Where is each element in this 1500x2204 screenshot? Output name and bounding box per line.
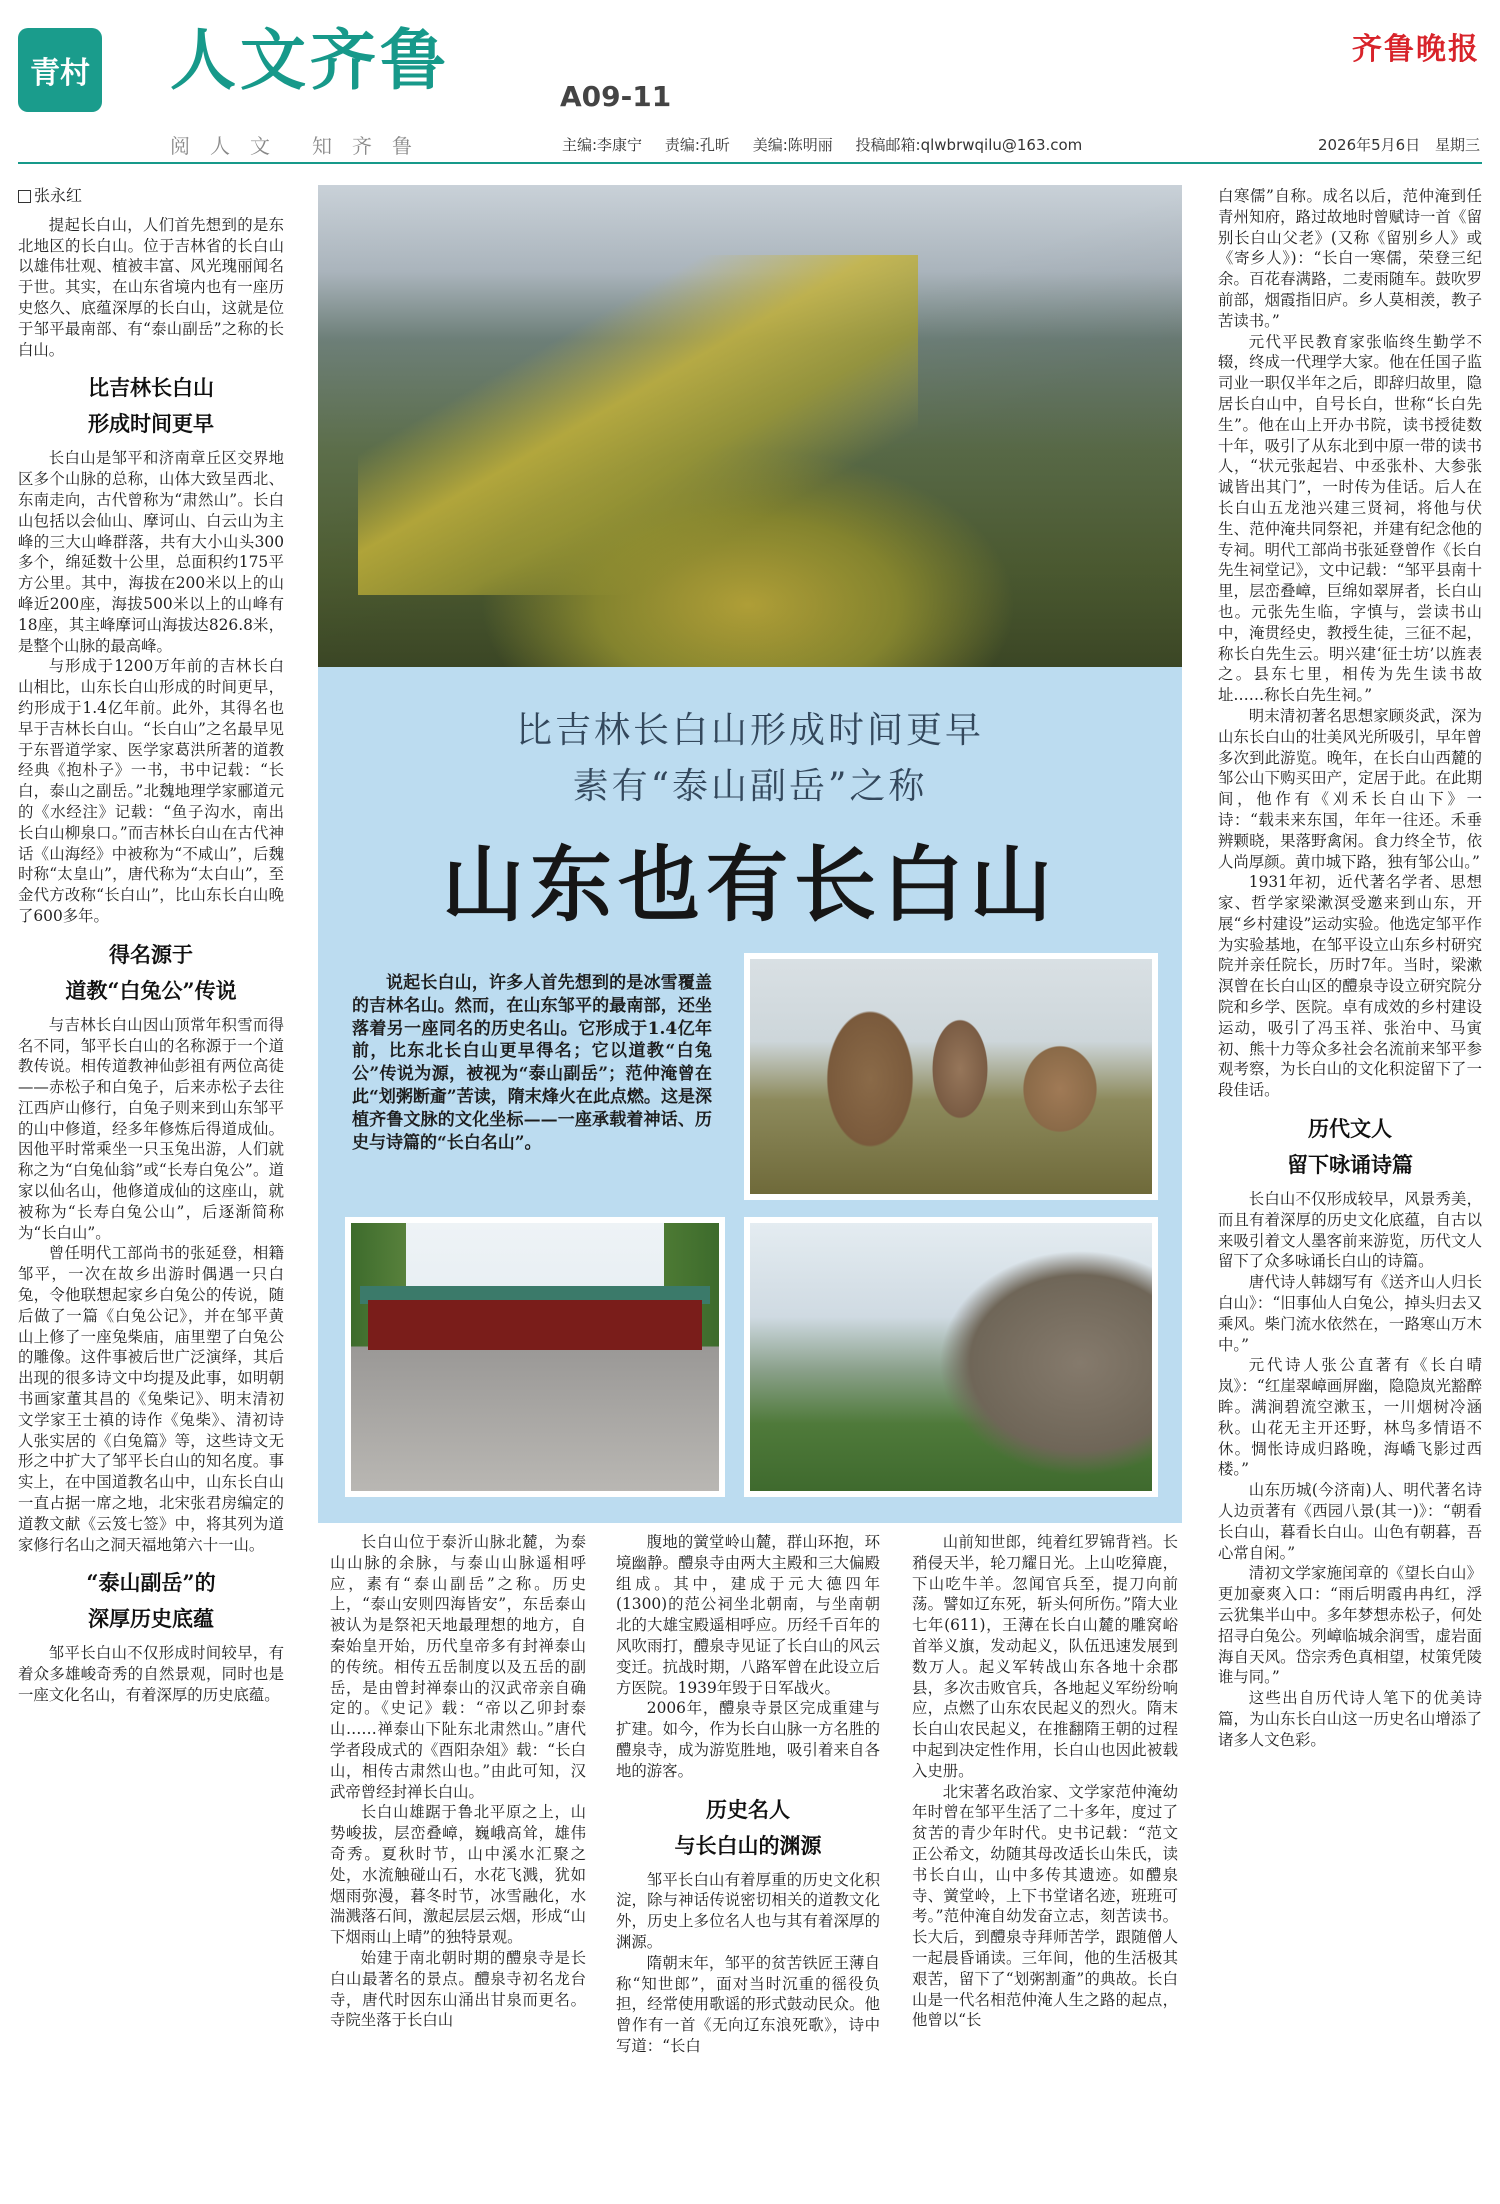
slogan-char: 知 bbox=[312, 134, 334, 158]
heading-line: 历代文人 bbox=[1308, 1116, 1392, 1142]
paragraph: 长白山雄踞于鲁北平原之上，山势峻拔，层峦叠嶂，巍峨高耸，雄伟奇秀。夏秋时节，山中溪水汇聚之处，水流触碰山石，水花飞溅，犹如烟雨弥漫，暮冬时节，冰雪融化，水湍溅落石间，激起层层云烟，形成“山下烟雨山上晴”的独特景观。 bbox=[330, 1803, 586, 1947]
issue-weekday: 星期三 bbox=[1434, 136, 1480, 154]
dateline bbox=[1308, 134, 1480, 155]
rock-pinnacles-photo bbox=[744, 953, 1158, 1200]
newspaper-logo: 青村 bbox=[18, 28, 102, 112]
paragraph: 清初文学家施闰章的《望长白山》更加豪爽入口：“雨后明霞冉冉红，浮云犹集半山中。多年梦想赤松子，何处招寻白兔公。列嶂临城余润雪，虚岩面海自天风。岱宗秀色真相望，杖策凭陵谁与同。” bbox=[1218, 1564, 1482, 1687]
paragraph: 始建于南北朝时期的醴泉寺是长白山最著名的景点。醴泉寺初名龙台寺，唐代时因东山涌出甘泉而更名。寺院坐落于长白山 bbox=[330, 1948, 586, 2030]
paragraph: 长白山是邹平和济南章丘区交界地区多个山脉的总称，山体大致呈西北、东南走向，古代曾称为“肃然山”。长白山包括以会仙山、摩诃山、白云山为主峰的三大山峰群落，共有大小山头300多个，绵延数十公里，总面积约175平方公里。其中，海拔在200米以上的山峰近200座，海拔500米以上的山峰有18座，其主峰摩诃山海拔达826.8米，是整个山脉的最高峰。 bbox=[18, 449, 284, 655]
heading-line: 留下咏诵诗篇 bbox=[1287, 1152, 1413, 1178]
masthead-title: 人文齐鲁 bbox=[170, 21, 450, 99]
article-column-5 bbox=[1218, 186, 1482, 1751]
paragraph: 北宋著名政治家、文学家范仲淹幼年时曾在邹平生活了二十多年，度过了贫苦的青少年时代。史书记载：“范文正公希文，幼随其母改适长山朱氏，读书长白山，山中多传其遗迹。如醴泉寺、黉堂岭，上下书堂诸名迹，班班可考。”范仲淹自幼发奋立志，刻苦读书。长大后，到醴泉寺拜师苦学，跟随僧人一起晨昏诵读。三年间，他的生活极其艰苦，留下了“划粥割齑”的典故。长白山是一代名相范仲淹人生之路的起点，他曾以“长 bbox=[912, 1782, 1178, 2030]
section-slogan bbox=[170, 130, 432, 159]
section-heading bbox=[18, 1565, 284, 1637]
heading-line: 道教“白兔公”传说 bbox=[65, 977, 237, 1003]
paragraph: 1931年初，近代著名学者、思想家、哲学家梁漱溟受邀来到山东，开展“乡村建设”运动实验。他选定邹平作为实验基地，在邹平设立山东乡村研究院并亲任院长，历时7年。当时，梁漱溟曾在长白山区的醴泉寺设立研究院分院和乡学、医院。卓有成效的乡村建设运动，吸引了冯玉祥、张治中、马寅初、熊十力等众多社会名流前来邹平参观考察，为长白山的文化积淀留下了一段佳话。 bbox=[1218, 873, 1482, 1100]
paragraph: 邹平长白山不仅形成时间较早，有着众多雄峻奇秀的自然景观，同时也是一座文化名山，有着深厚的历史底蕴。 bbox=[18, 1644, 284, 1705]
paragraph: 长白山位于泰沂山脉北麓，为泰山山脉的余脉，与泰山山脉遥相呼应，素有“泰山副岳”之称。历史上，“泰山安则四海皆安”，东岳泰山被认为是祭祀天地最理想的地方，自秦始皇开始，历代皇帝多有封禅泰山的传统。相传五岳制度以及五岳的副岳，是由曾封禅泰山的汉武帝亲自确定的。《史记》载：“帝以乙卯封泰山……禅泰山下阯东北肃然山。”唐代学者段成式的《酉阳杂俎》载：“长白山，相传古肃然山也。”由此可知，汉武帝曾经封禅长白山。 bbox=[330, 1533, 586, 1801]
section-heading bbox=[1218, 1111, 1482, 1183]
article-column-2 bbox=[330, 1532, 586, 2031]
section-heading bbox=[616, 1792, 880, 1864]
paragraph: 山前知世郎，纯着红罗锦背裆。长矟侵天半，轮刀耀日光。上山吃獐鹿，下山吃牛羊。忽闻官兵至，提刀向前荡。譬如辽东死，斩头何所伤。”隋大业七年(611)，王薄在长白山麓的雕窝峪首举义旗，发动起义，队伍迅速发展到数万人。起义军转战山东各地十余郡县，多次击败官兵，各地起义军纷纷响应，点燃了山东农民起义的烈火。隋末长白山农民起义，在推翻隋王朝的过程中起到决定性作用，长白山也因此被载入史册。 bbox=[912, 1533, 1178, 1780]
paragraph: 元代平民教育家张临终生勤学不辍，终成一代理学大家。他在任国子监司业一职仅半年之后，即辞归故里，隐居长白山中，自号长白，世称“长白先生”。他在山上开办书院，读书授徒数十年，吸引了从东北到中原一带的读书人，“状元张起岩、中丞张朴、大参张诚皆出其门”，一时传为佳话。后人在长白山五龙池兴建三贤祠，将他与伏生、范仲淹共同祭祀，并建有纪念他的专祠。明代工部尚书张延登曾作《长白先生祠堂记》，文中记载：“邹平县南十里，层峦叠嶂，巨绵如翠屏者，长白山也。元张先生临，字慎与，尝读书山中，淹贯经史，教授生徒，三征不起，称长白先生云。明兴建‘征士坊’以旌表之。县东七里，相传为先生读书故址……称长白先生祠。” bbox=[1218, 332, 1482, 705]
paragraph: 邹平长白山有着厚重的历史文化积淀，除与神话传说密切相关的道教文化外，历史上多位名人也与其有着深厚的渊源。 bbox=[616, 1870, 880, 1951]
feature-subtitle-1: 比吉林长白山形成时间更早 bbox=[515, 710, 984, 751]
feature-headline: 山东也有长白山 bbox=[441, 837, 1058, 933]
section-heading bbox=[18, 937, 284, 1009]
chief-editor: 主编:李康宁 bbox=[562, 136, 643, 154]
art-editor: 美编:陈明丽 bbox=[752, 136, 833, 154]
byline bbox=[18, 186, 284, 207]
duty-editor: 责编:孔昕 bbox=[664, 136, 730, 154]
heading-line: 深厚历史底蕴 bbox=[88, 1606, 214, 1632]
submission-email[interactable]: 投稿邮箱:qlwbrwqilu@163.com bbox=[855, 136, 1083, 154]
heading-line: 比吉林长白山 bbox=[88, 375, 214, 401]
paragraph: 与吉林长白山因山顶常年积雪而得名不同，邹平长白山的名称源于一个道教传说。相传道教神仙彭祖有两位高徒——赤松子和白兔子，后来赤松子去往江西庐山修行，白兔子则来到山东邹平的山中修道，经多年修炼后得道成仙。因他平时常乘坐一只玉兔出游，人们就称之为“白兔仙翁”或“长寿白兔公”。道家以仙名山，他修道成仙的这座山，就被称为“长寿白兔公山”，后逐渐简称为“长白山”。 bbox=[18, 1015, 284, 1242]
feature-lead bbox=[352, 972, 712, 1154]
paragraph: 腹地的黉堂岭山麓，群山环抱，环境幽静。醴泉寺由两大主殿和三大偏殿组成。其中，建成于元大德四年(1300)的范公祠坐北朝南，与坐南朝北的大雄宝殿遥相呼应。历经千百年的风吹雨打，醴泉寺见证了长白山的风云变迁。抗战时期，八路军曾在此设立后方医院。1939年毁于日军战火。 bbox=[616, 1533, 880, 1697]
paragraph: 元代诗人张公直著有《长白晴岚》：“红崖翠嶂画屏幽，隐隐岚光豁醉眸。满涧碧流空漱玉，一川烟树冷涵秋。山花无主开还野，林鸟多情语不休。惆怅诗成归路晚，海嶠飞影过西楼。” bbox=[1218, 1356, 1482, 1479]
slogan-char: 文 bbox=[250, 134, 272, 158]
paragraph: 明末清初著名思想家顾炎武，深为山东长白山的壮美风光所吸引，早年曾多次到此游览。晚年，在长白山西麓的邹公山下购买田产，定居于此。在此期间，他作有《刈禾长白山下》一诗：“载耒来东国，年年一往还。禾垂辨颗晓，果落野禽闲。食力终全节，依人尚厚颜。黄巾城下路，独有邹公山。” bbox=[1218, 706, 1482, 871]
paragraph: 2006年，醴泉寺景区完成重建与扩建。如今，作为长白山脉一方名胜的醴泉寺，成为游览胜地，吸引着来自各地的游客。 bbox=[616, 1699, 880, 1780]
slogan-char: 齐 bbox=[352, 134, 374, 158]
paragraph: 白寒儒”自称。成名以后，范仲淹到任青州知府，路过故地时曾赋诗一首《留别长白山父老》(又称《留别乡人》或《寄乡人》)：“长白一寒儒，荣登三纪余。百花春满路，二麦雨随车。鼓吹罗前部，烟霞指旧庐。乡人莫相羡，教子苦读书。” bbox=[1218, 187, 1482, 330]
slogan-char: 阅 bbox=[170, 134, 192, 158]
paragraph: 唐代诗人韩翃写有《送齐山人归长白山》：“旧事仙人白兔公，掉头归去又乘风。柴门流水依然在，一路寒山万木中。” bbox=[1218, 1273, 1482, 1354]
header-rule bbox=[18, 162, 1482, 164]
heading-line: 与长白山的渊源 bbox=[674, 1832, 822, 1858]
issue-date: 2026年5月6日 bbox=[1317, 136, 1421, 154]
editor-credits bbox=[562, 134, 1100, 155]
heading-line: 得名源于 bbox=[109, 941, 193, 967]
article-column-1 bbox=[18, 186, 284, 1706]
paragraph: 隋朝末年，邹平的贫苦铁匠王薄自称“知世郎”，面对当时沉重的徭役负担，经常使用歌谣的形式鼓动民众。他曾作有一首《无向辽东浪死歌》，诗中写道：“长白 bbox=[616, 1953, 880, 2055]
paragraph: 这些出自历代诗人笔下的优美诗篇，为山东长白山这一历史名山增添了诸多人文色彩。 bbox=[1218, 1689, 1482, 1749]
heading-line: “泰山副岳”的 bbox=[86, 1570, 216, 1596]
article-column-3 bbox=[616, 1532, 880, 2057]
author-name: 张永红 bbox=[34, 186, 83, 205]
page-range: A09-11 bbox=[560, 80, 672, 113]
slogan-char: 人 bbox=[210, 134, 232, 158]
paragraph: 山东历城(今济南)人、明代著名诗人边贡著有《西园八景(其一)》：“朝看长白山，暮看长白山。山色有朝暮，吾心常自闲。” bbox=[1218, 1481, 1482, 1562]
brand-logo: 齐鲁晚报 bbox=[1352, 32, 1480, 67]
byline-box-icon bbox=[18, 190, 31, 203]
temple-facade bbox=[368, 1300, 702, 1350]
mountain-peak-photo bbox=[744, 1217, 1158, 1497]
lead-paragraph: 说起长白山，许多人首先想到的是冰雪覆盖的吉林名山。然而，在山东邹平的最南部，还坐落着另一座同名的历史名山。它形成于1.4亿年前，比东北长白山更早得名；它以道教“白兔公”传说为源，被视为“泰山副岳”；范仲淹曾在此“划粥断齑”苦读，隋末烽火在此点燃。这是深植齐鲁文脉的文化坐标——一座承载着神话、历史与诗篇的“长白名山”。 bbox=[352, 973, 712, 1153]
paragraph: 与形成于1200万年前的吉林长白山相比，山东长白山形成的时间更早，约形成于1.4亿年前。此外，其得名也早于吉林长白山。“长白山”之名最早见于东晋道学家、医学家葛洪所著的道教经典《抱朴子》一书，书中记载：“长白，泰山之副岳。”北魏地理学家郦道元的《水经注》记载：“鱼子沟水，南出长白山柳泉口。”而吉林长白山在古代神话《山海经》中被称为“不咸山”，后魏时称“太皇山”，唐代称为“太白山”，至金代方改称“长白山”，比山东长白山晚了600多年。 bbox=[18, 657, 284, 925]
paragraph: 长白山不仅形成较早，风景秀美，而且有着深厚的历史文化底蕴，自古以来吸引着文人墨客前来游览，历代文人留下了众多咏诵长白山的诗篇。 bbox=[1218, 1190, 1482, 1271]
mountain-photo bbox=[318, 185, 1182, 667]
heading-line: 形成时间更早 bbox=[88, 411, 214, 437]
paragraph: 提起长白山，人们首先想到的是东北地区的长白山。位于吉林省的长白山以雄伟壮观、植被丰富、风光瑰丽闻名于世。其实，在山东省境内也有一座历史悠久、底蕴深厚的长白山，这就是位于邹平最南部、有“泰山副岳”之称的长白山。 bbox=[18, 215, 284, 359]
temple-gate-photo bbox=[345, 1217, 725, 1497]
section-heading bbox=[18, 370, 284, 442]
forsythia-ridge bbox=[358, 255, 918, 595]
heading-line: 历史名人 bbox=[706, 1796, 790, 1822]
feature-subtitle-2: 素有“泰山副岳”之称 bbox=[572, 766, 928, 807]
paragraph: 曾任明代工部尚书的张延登，相籍邹平，一次在故乡出游时偶遇一只白兔，令他联想起家乡白兔公的传说，随后做了一篇《白兔公记》，并在邹平黄山上修了一座兔柴庙，庙里塑了白兔公的雕像。这件事被后世广泛演绎，其后出现的很多诗文中均提及此事，如明朝书画家董其昌的《兔柴记》、明末清初文学家王士禛的诗作《兔柴》、清初诗人张实居的《白兔篇》等，这些诗文无形之中扩大了邹平长白山的知名度。事实上，在中国道教名山中，山东长白山一直占据一席之地，北宋张君房编定的道教文献《云笈七签》中，将其列为道家修行名山之洞天福地第六十一山。 bbox=[18, 1244, 284, 1554]
article-column-4 bbox=[912, 1532, 1178, 2031]
slogan-char: 鲁 bbox=[392, 134, 414, 158]
